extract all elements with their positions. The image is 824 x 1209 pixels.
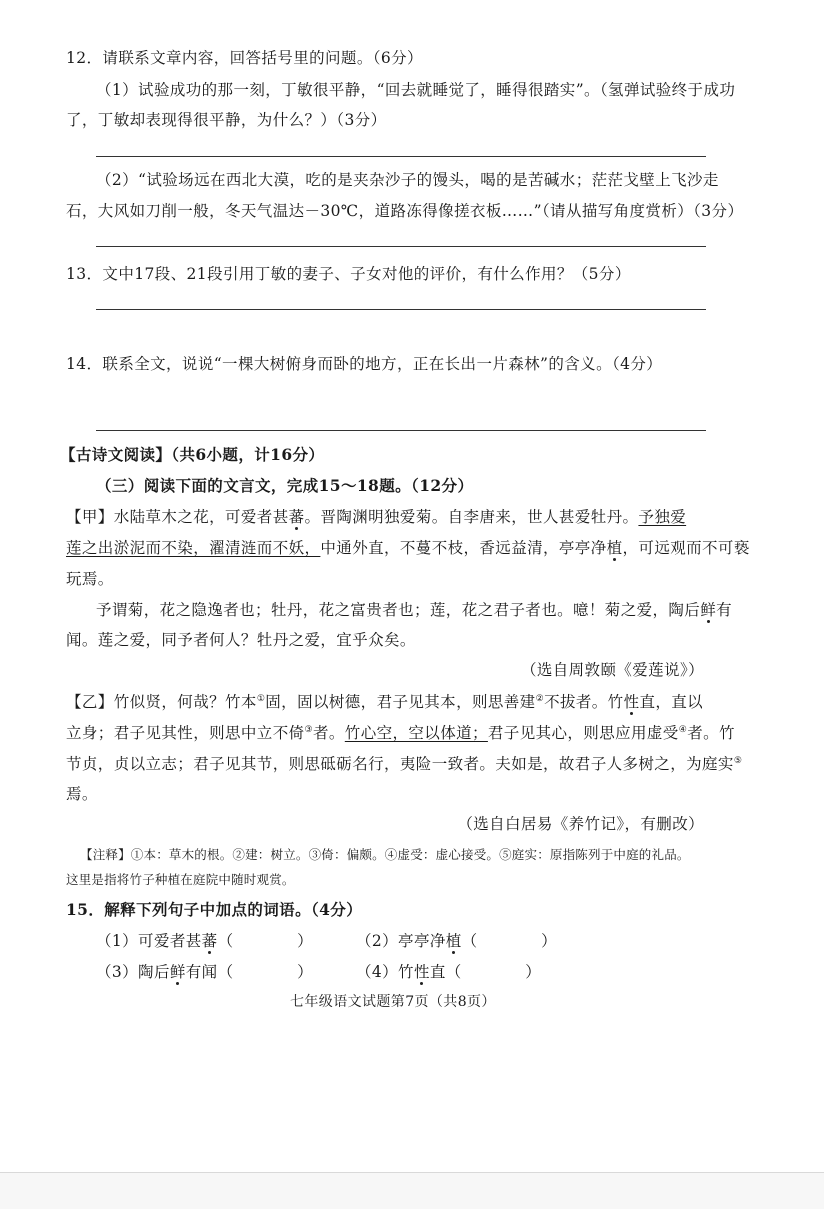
page-footer: 七年级语文试题第7页（共8页） bbox=[290, 994, 496, 1010]
dotted-word: 蕃 bbox=[288, 508, 305, 526]
jia-line1: 【甲】水陆草木之花，可爱者甚蕃。晋陶渊明独爱菊。自李唐来，世人甚爱牡丹。予独爱 bbox=[66, 508, 687, 526]
q14-header: 14．联系全文，说说“一棵大树俯身而卧的地方，正在长出一片森林”的含义。（4分） bbox=[66, 355, 663, 373]
yi-line2: 立身；君子见其性，则思中立不倚③者。竹心空，空以体道；君子见其心，则思应用虚受④者。竹 bbox=[66, 724, 735, 742]
yi-line3: 节贞，贞以立志；君子见其节，则思砥砺名行，夷险一致者。夫如是，故君子人多树之，为庭实⑤ bbox=[66, 755, 743, 773]
jia-para2-line1: 予谓菊，花之隐逸者也；牡丹，花之富贵者也；莲，花之君子者也。噫！菊之爱，陶后鲜有 bbox=[96, 601, 733, 619]
answer-line bbox=[96, 156, 706, 157]
jia-source: （选自周敦颐《爱莲说》） bbox=[520, 661, 704, 679]
q12-part1-line2: 了，丁敏却表现得很平静，为什么？）（3分） bbox=[66, 111, 387, 129]
answer-line bbox=[96, 430, 706, 431]
dotted-word: 性 bbox=[623, 693, 640, 711]
dotted-word: 性 bbox=[413, 963, 430, 981]
underlined-text: 竹心空，空以体道； bbox=[344, 724, 488, 742]
notes-line2: 这里是指将竹子种植在庭院中随时观赏。 bbox=[66, 872, 295, 887]
q15-item3: （3）陶后鲜有闻（ ） bbox=[96, 963, 313, 981]
jia-line2: 莲之出淤泥而不染，濯清涟而不妖，中通外直，不蔓不枝，香远益清，亭亭净植，可远观而不可亵 bbox=[66, 539, 750, 557]
q15-item4: （4）竹性直（ ） bbox=[356, 963, 542, 981]
section-title: 【古诗文阅读】（共6小题，计16分） bbox=[60, 445, 325, 464]
section-subtitle: （三）阅读下面的文言文，完成15～18题。（12分） bbox=[96, 476, 474, 495]
dotted-word: 鲜 bbox=[169, 963, 186, 981]
viewer-bottom-area bbox=[0, 1173, 824, 1209]
dotted-word: 植 bbox=[445, 932, 462, 950]
jia-line3: 玩焉。 bbox=[66, 570, 114, 588]
q15-header: 15．解释下列句子中加点的词语。（4分） bbox=[66, 900, 363, 919]
yi-line1: 【乙】竹似贤，何哉？竹本①固，固以树德，君子见其本，则思善建②不拔者。竹性直，直以 bbox=[66, 693, 704, 711]
underlined-text: 莲之出淤泥而不染，濯清涟而不妖， bbox=[66, 539, 321, 557]
q12-part1-line1: （1）试验成功的那一刻，丁敏很平静，“回去就睡觉了，睡得很踏实”。（氢弹试验终于成功 bbox=[96, 81, 736, 99]
q13-header: 13．文中17段、21段引用丁敏的妻子、子女对他的评价，有什么作用？（5分） bbox=[66, 265, 631, 283]
notes-line1: 【注释】①本：草木的根。②建：树立。③倚：偏颇。④虚受：虚心接受。⑤庭实：原指陈列于中庭的礼品。 bbox=[80, 847, 690, 862]
q12-part2-line2: 石，大风如刀削一般，冬天气温达－30℃，道路冻得像搓衣板……”（请从描写角度赏析）（3分） bbox=[66, 202, 744, 220]
q12-header: 12．请联系文章内容，回答括号里的问题。（6分） bbox=[66, 49, 423, 67]
jia-para2-line2: 闻。莲之爱，同予者何人？牡丹之爱，宜乎众矣。 bbox=[66, 631, 416, 649]
yi-source: （选自白居易《养竹记》，有删改） bbox=[457, 815, 704, 833]
q15-item1: （1）可爱者甚蕃（ ） bbox=[96, 932, 313, 950]
answer-line bbox=[96, 309, 706, 310]
q15-item2: （2）亭亭净植（ ） bbox=[356, 932, 558, 950]
q12-part2-line1: （2）“试验场远在西北大漠，吃的是夹杂沙子的馒头，喝的是苦碱水；茫茫戈壁上飞沙走 bbox=[96, 171, 719, 189]
dotted-word: 鲜 bbox=[700, 601, 717, 619]
dotted-word: 植 bbox=[606, 539, 623, 557]
underlined-text: 予独爱 bbox=[638, 508, 687, 526]
yi-line4: 焉。 bbox=[66, 785, 98, 803]
answer-line bbox=[96, 246, 706, 247]
dotted-word: 蕃 bbox=[201, 932, 218, 950]
